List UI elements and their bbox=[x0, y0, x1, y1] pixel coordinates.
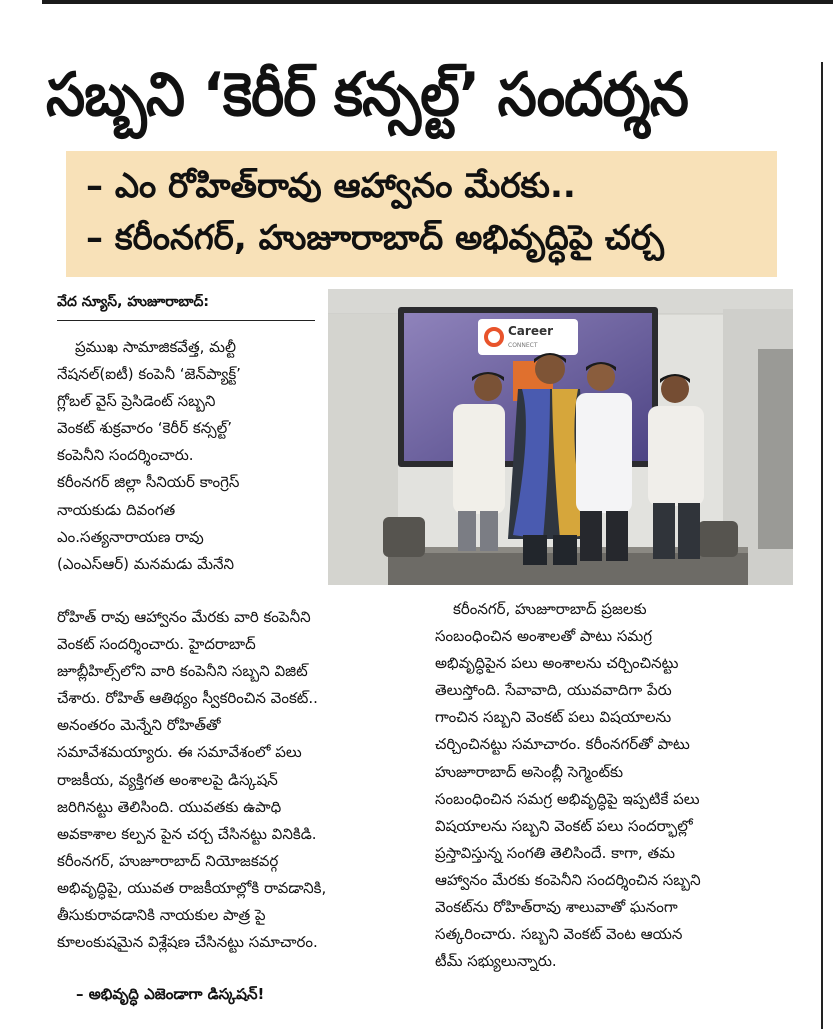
subhead-line-1: – ఎం రోహిత్‌రావు ఆహ్వానం మేరకు.. bbox=[86, 166, 576, 206]
text-line: జరిగినట్టు తెలిసింది. యువతకు ఉపాధి bbox=[57, 797, 282, 816]
text-line: కరీంనగర్, హుజూరాబాద్ ప్రజలకు bbox=[453, 600, 647, 618]
text-line: తీసుకురావడానికి నాయకుల పాత్ర పై bbox=[57, 906, 266, 925]
top-rule bbox=[42, 0, 833, 4]
news-photo bbox=[328, 289, 793, 585]
column-divider bbox=[821, 62, 823, 1029]
text-line: చేశారు. రోహిత్ ఆతిథ్యం స్వీకరించిన వెంకట్.. bbox=[57, 689, 318, 708]
text-line: వెంకట్‌ను రోహిత్‌రావు శాలువాతో ఘనంగా bbox=[435, 898, 678, 917]
text-line: కంపెనీని సందర్శించారు. bbox=[57, 446, 194, 465]
text-line: వెంకట్ సందర్శించారు. హైదరాబాద్ bbox=[57, 635, 256, 654]
text-line: సంబంధించిన సమగ్ర అభివృద్ధిపై ఇప్పటికే పలు bbox=[435, 789, 700, 808]
right-column-text bbox=[435, 596, 795, 975]
text-line: కరీంనగర్ జిల్లా సీనియర్ కాంగ్రెస్ bbox=[57, 473, 240, 492]
text-line: ఆహ్వానం మేరకు కంపెనీని సందర్శించిన సబ్బని bbox=[435, 870, 701, 889]
text-line: సమావేశమయ్యారు. ఈ సమావేశంలో పలు bbox=[57, 743, 302, 762]
text-line: సత్కరించారు. సబ్బని వెంకట్ వెంట ఆయన bbox=[435, 925, 683, 944]
left-column-text bbox=[57, 334, 323, 578]
text-line: ఎం.సత్యనారాయణ రావు bbox=[57, 527, 204, 546]
text-line: నాయకుడు దివంగత bbox=[57, 500, 176, 519]
section-subheading: – అభివృద్ధి ఎజెండాగా డిస్కషన్! bbox=[76, 985, 265, 1003]
subhead-line-2: – కరీంనగర్, హుజూరాబాద్ అభివృద్ధిపై చర్చ bbox=[86, 218, 664, 258]
byline: వేద న్యూస్, హుజూరాబాద్: bbox=[57, 294, 209, 310]
photo-illustration bbox=[328, 289, 793, 585]
wide-column-text bbox=[57, 604, 417, 956]
text-line: నేషనల్(ఐటీ) కంపెనీ ‘జెన్‌ప్యాక్ట్’ bbox=[57, 365, 241, 384]
byline-underline bbox=[57, 320, 315, 321]
text-line: జూబ్లీహిల్స్‌లోని వారి కంపెనీని సబ్బని విజిట్ bbox=[57, 662, 308, 681]
text-line: చర్చించినట్టు సమాచారం. కరీంనగర్‌తో పాటు bbox=[435, 735, 690, 754]
text-line: అభివృద్ధిపైన పలు అంశాలను చర్చించినట్టు bbox=[435, 654, 679, 673]
text-line: రోహిత్ రావు ఆహ్వానం మేరకు వారి కంపెనీని bbox=[57, 608, 311, 626]
text-line: గాంచిన సబ్బని వెంకట్ పలు విషయాలను bbox=[435, 708, 672, 727]
text-line: విషయాలను సబ్బని వెంకట్ పలు సందర్భాల్లో bbox=[435, 816, 693, 835]
text-line: అనంతరం మెన్నేని రోహిత్‌తో bbox=[57, 716, 221, 735]
headline: సబ్బని ‘కెరీర్ కన్సల్ట్’ సందర్శన bbox=[46, 60, 688, 130]
text-line: రాజకీయ, వ్యక్తిగత అంశాలపై డిస్కషన్ bbox=[57, 770, 278, 789]
text-line: తెలుస్తోంది. సేవావాది, యువవాదిగా పేరు bbox=[435, 681, 672, 700]
text-line: సంబంధించిన అంశాలతో పాటు సమగ్ర bbox=[435, 627, 653, 646]
text-line: ప్రస్తావిస్తున్న సంగతి తెలిసిందే. కాగా, తమ bbox=[435, 843, 676, 862]
text-line: కరీంనగర్, హుజూరాబాద్ నియోజకవర్గ bbox=[57, 851, 279, 870]
text-line: టీమ్ సభ్యులున్నారు. bbox=[435, 952, 557, 971]
text-line: కూలంకుషమైన విశ్లేషణ చేసినట్టు సమాచారం. bbox=[57, 933, 318, 952]
text-line: హుజూరాబాద్ అసెంబ్లీ సెగ్మెంట్‌కు bbox=[435, 762, 624, 781]
text-line: ప్రముఖ సామాజికవేత్త, మల్టీ bbox=[75, 338, 237, 356]
screen-logo-subtext: CONNECT bbox=[508, 342, 538, 349]
screen-logo-text: Career bbox=[508, 324, 554, 338]
text-line: అవకాశాల కల్పన పైన చర్చ చేసినట్టు వినికిడి. bbox=[57, 824, 317, 843]
text-line: వెంకట్ శుక్రవారం ‘కెరీర్ కన్సల్ట్’ bbox=[57, 419, 232, 438]
subhead-box bbox=[66, 151, 777, 277]
text-line: గ్లోబల్ వైస్ ప్రెసిడెంట్ సబ్బని bbox=[57, 392, 216, 411]
text-line: (ఎంఎస్ఆర్) మనమడు మేనేని bbox=[57, 554, 235, 573]
text-line: అభివృద్ధిపై, యువత రాజకీయాల్లోకి రావడానికి, bbox=[57, 878, 327, 897]
